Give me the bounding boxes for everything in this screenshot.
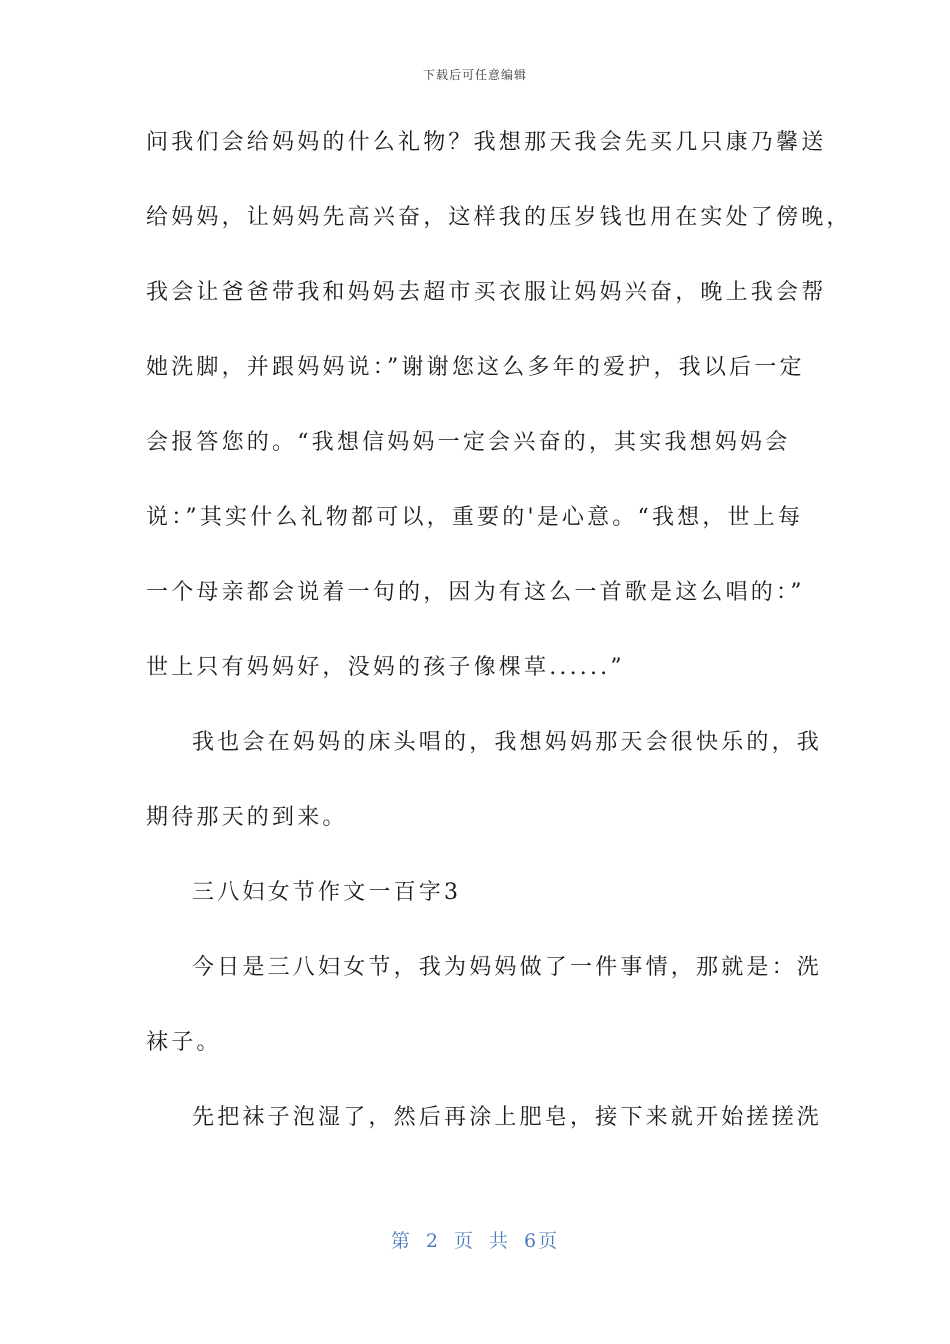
paragraph-line: 世上只有妈妈好，没妈的孩子像棵草......”	[146, 655, 625, 680]
footer-current-page: 2	[425, 1230, 440, 1252]
footer-page-word: 页	[453, 1230, 475, 1252]
footer-prefix: 第	[390, 1230, 412, 1252]
paragraph-line: 会报答您的。“我想信妈妈一定会兴奋的，其实我想妈妈会	[146, 430, 791, 455]
paragraph-line: 说：”其实什么礼物都可以，重要的'是心意。“我想，世上每	[146, 505, 804, 530]
paragraph-line: 她洗脚，并跟妈妈说：”谢谢您这么多年的爱护，我以后一定	[146, 355, 805, 380]
paragraph-line: 袜子。	[146, 1030, 222, 1055]
footer-total-word: 共	[489, 1230, 511, 1252]
footer-total-pages: 6页	[524, 1230, 560, 1252]
paragraph-line: 我会让爸爸带我和妈妈去超市买衣服让妈妈兴奋，晚上我会帮	[146, 280, 827, 305]
paragraph-line: 今日是三八妇女节，我为妈妈做了一件事情，那就是：洗	[192, 955, 823, 980]
paragraph-line: 我也会在妈妈的床头唱的，我想妈妈那天会很快乐的，我	[192, 730, 823, 755]
paragraph-line: 期待那天的到来。	[146, 805, 348, 830]
paragraph-line: 问我们会给妈妈的什么礼物？我想那天我会先买几只康乃馨送	[146, 130, 827, 155]
page-number-footer	[0, 1226, 950, 1253]
page-header-note: 下载后可任意编辑	[422, 68, 527, 82]
paragraph-line: 先把袜子泡湿了，然后再涂上肥皂，接下来就开始搓搓洗	[192, 1105, 823, 1130]
paragraph-line: 给妈妈，让妈妈先高兴奋，这样我的压岁钱也用在实处了傍晚，	[146, 205, 852, 230]
section-heading: 三八妇女节作文一百字3	[192, 880, 462, 905]
paragraph-line: 一个母亲都会说着一句的，因为有这么一首歌是这么唱的：”	[146, 580, 805, 605]
